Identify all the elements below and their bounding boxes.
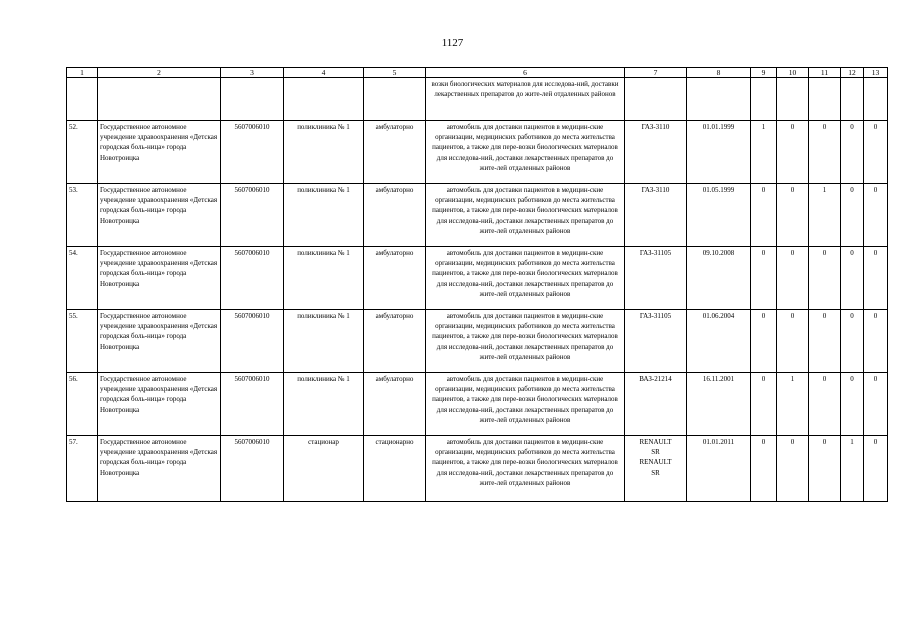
count-cell-11: 1 (809, 184, 841, 247)
count-cell-12: 0 (841, 373, 864, 436)
table-row (67, 310, 888, 373)
vehicle-model-line: ГАЗ-31105 (639, 312, 672, 320)
date-cell: 09.10.2008 (687, 247, 751, 310)
column-number: 12 (841, 68, 864, 78)
purpose-cell: возки биологических материалов для исследова-ний, доставки лекарственных препаратов до жите-лей отдаленных районов (426, 78, 625, 121)
column-number: 13 (864, 68, 888, 78)
division-cell: поликлиника № 1 (284, 373, 364, 436)
vehicle-model-cell (625, 121, 687, 184)
count-cell-13: 0 (864, 373, 888, 436)
vehicle-model-line: ГАЗ-31105 (639, 249, 672, 257)
vehicle-model-cell (625, 310, 687, 373)
count-cell-11: 0 (809, 373, 841, 436)
count-cell-10: 0 (777, 310, 809, 373)
count-cell-9: 0 (751, 247, 777, 310)
inn-cell: 5607006010 (221, 121, 284, 184)
count-cell-10: 0 (777, 121, 809, 184)
count-cell-10: 0 (777, 247, 809, 310)
row-number-cell: 55. (67, 310, 98, 373)
organization-cell: Государственное автономное учреждение здравоохранения «Детская городская боль-ница» города Новотроицка (98, 184, 221, 247)
organization-cell: Государственное автономное учреждение здравоохранения «Детская городская боль-ница» города Новотроицка (98, 247, 221, 310)
count-cell-11: 0 (809, 247, 841, 310)
care-mode-cell: амбулаторно (364, 184, 426, 247)
row-number-cell: 56. (67, 373, 98, 436)
vehicle-model-cell (625, 436, 687, 502)
row-number-cell: 54. (67, 247, 98, 310)
row-number-cell: 57. (67, 436, 98, 502)
column-number: 6 (426, 68, 625, 78)
column-number: 1 (67, 68, 98, 78)
count-cell-10: 0 (777, 436, 809, 502)
count-cell-12: 0 (841, 121, 864, 184)
count-cell-9: 0 (751, 373, 777, 436)
column-number: 5 (364, 68, 426, 78)
vehicle-model-line: RENAULT (639, 458, 672, 467)
purpose-cell: автомобиль для доставки пациентов в медицин-ские организации, медицинских работников до места жительства пациентов, а также для пере-возки биологических материалов для исследова-ний, доставки лекарственных препаратов до жите-лей отдаленных районов (426, 121, 625, 184)
inn-cell: 5607006010 (221, 247, 284, 310)
organization-cell: Государственное автономное учреждение здравоохранения «Детская городская боль-ница» города Новотроицка (98, 373, 221, 436)
column-number: 10 (777, 68, 809, 78)
inn-cell: 5607006010 (221, 373, 284, 436)
count-cell-10: 1 (777, 373, 809, 436)
organization-cell: Государственное автономное учреждение здравоохранения «Детская городская боль-ница» города Новотроицка (98, 436, 221, 502)
count-cell-13: 0 (864, 247, 888, 310)
count-cell-9: 1 (751, 121, 777, 184)
purpose-cell: автомобиль для доставки пациентов в медицин-ские организации, медицинских работников до места жительства пациентов, а также для пере-возки биологических материалов для исследова-ний, доставки лекарственных препаратов до жите-лей отдаленных районов (426, 436, 625, 502)
division-cell: поликлиника № 1 (284, 310, 364, 373)
continuation-row (67, 78, 888, 121)
count-cell-13: 0 (864, 310, 888, 373)
count-cell-11: 0 (809, 310, 841, 373)
table-row (67, 121, 888, 184)
purpose-cell: автомобиль для доставки пациентов в медицин-ские организации, медицинских работников до места жительства пациентов, а также для пере-возки биологических материалов для исследова-ний, доставки лекарственных препаратов до жите-лей отдаленных районов (426, 373, 625, 436)
vehicle-model-cell (625, 247, 687, 310)
count-cell-12: 0 (841, 310, 864, 373)
count-cell-10: 0 (777, 184, 809, 247)
table-row (67, 373, 888, 436)
count-cell-12: 0 (841, 247, 864, 310)
row-number-cell: 53. (67, 184, 98, 247)
inn-cell: 5607006010 (221, 436, 284, 502)
count-cell-11: 0 (809, 436, 841, 502)
care-mode-cell: амбулаторно (364, 310, 426, 373)
count-cell-12: 0 (841, 184, 864, 247)
vehicle-model-cell (625, 184, 687, 247)
division-cell: поликлиника № 1 (284, 121, 364, 184)
date-cell: 16.11.2001 (687, 373, 751, 436)
page-number: 1127 (441, 37, 464, 49)
vehicle-model-line: RENAULT (639, 438, 672, 446)
inn-cell: 5607006010 (221, 184, 284, 247)
vehicle-model-cell (625, 373, 687, 436)
date-cell: 01.01.1999 (687, 121, 751, 184)
row-number-cell: 52. (67, 121, 98, 184)
count-cell-11: 0 (809, 121, 841, 184)
table-row (67, 247, 888, 310)
vehicle-model-line: ВАЗ-21214 (639, 375, 672, 383)
column-number: 2 (98, 68, 221, 78)
table-row (67, 436, 888, 502)
column-number-row (67, 68, 888, 78)
column-number: 3 (221, 68, 284, 78)
count-cell-12: 1 (841, 436, 864, 502)
table-row (67, 184, 888, 247)
purpose-cell: автомобиль для доставки пациентов в медицин-ские организации, медицинских работников до места жительства пациентов, а также для пере-возки биологических материалов для исследова-ний, доставки лекарственных препаратов до жите-лей отдаленных районов (426, 310, 625, 373)
division-cell: поликлиника № 1 (284, 247, 364, 310)
organization-cell: Государственное автономное учреждение здравоохранения «Детская городская боль-ница» города Новотроицка (98, 121, 221, 184)
care-mode-cell: амбулаторно (364, 373, 426, 436)
care-mode-cell: стационарно (364, 436, 426, 502)
purpose-cell: автомобиль для доставки пациентов в медицин-ские организации, медицинских работников до места жительства пациентов, а также для пере-возки биологических материалов для исследова-ний, доставки лекарственных препаратов до жите-лей отдаленных районов (426, 184, 625, 247)
count-cell-9: 0 (751, 436, 777, 502)
count-cell-13: 0 (864, 436, 888, 502)
vehicle-model-line: SR (651, 468, 660, 477)
count-cell-9: 0 (751, 184, 777, 247)
column-number: 9 (751, 68, 777, 78)
count-cell-13: 0 (864, 184, 888, 247)
date-cell: 01.01.2011 (687, 436, 751, 502)
vehicle-model-line: ГАЗ-3110 (641, 123, 670, 131)
care-mode-cell: амбулаторно (364, 247, 426, 310)
purpose-cell: автомобиль для доставки пациентов в медицин-ские организации, медицинских работников до места жительства пациентов, а также для пере-возки биологических материалов для исследова-ний, доставки лекарственных препаратов до жите-лей отдаленных районов (426, 247, 625, 310)
care-mode-cell: амбулаторно (364, 121, 426, 184)
organization-cell: Государственное автономное учреждение здравоохранения «Детская городская боль-ница» города Новотроицка (98, 310, 221, 373)
division-cell: стационар (284, 436, 364, 502)
vehicle-model-line: SR (651, 448, 660, 457)
inn-cell: 5607006010 (221, 310, 284, 373)
column-number: 7 (625, 68, 687, 78)
date-cell: 01.05.1999 (687, 184, 751, 247)
count-cell-13: 0 (864, 121, 888, 184)
count-cell-9: 0 (751, 310, 777, 373)
date-cell: 01.06.2004 (687, 310, 751, 373)
division-cell: поликлиника № 1 (284, 184, 364, 247)
column-number: 11 (809, 68, 841, 78)
column-number: 4 (284, 68, 364, 78)
vehicle-register-table (66, 67, 888, 502)
column-number: 8 (687, 68, 751, 78)
vehicle-model-line: ГАЗ-3110 (641, 186, 670, 194)
